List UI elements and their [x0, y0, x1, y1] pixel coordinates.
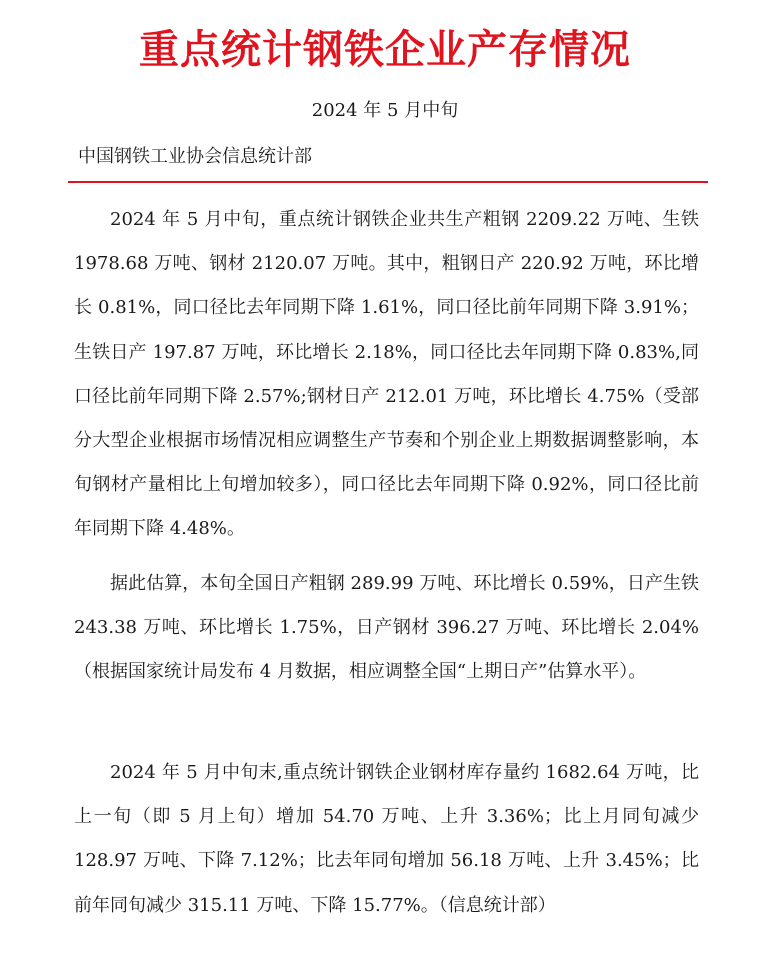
national-estimate-paragraph: 据此估算，本旬全国日产粗钢 289.99 万吨、环比增长 0.59%，日产生铁 243.38 万吨、环比增长 1.75%，日产钢材 396.27 万吨、环比增长 2.04%（根据国家统计局发布 4 月数据，相应调整全国“上期日产”估算水平）。 — [74, 573, 699, 683]
inventory-paragraph: 2024 年 5 月中旬末,重点统计钢铁企业钢材库存量约 1682.64 万吨，比上一旬（即 5 月上旬）增加 54.70 万吨、上升 3.36%；比上月同旬减少 128.97 万吨、下降 7.12%；比去年同旬增加 56.18 万吨、上升 3.45%；比前年同旬减少 315.11 万吨、下降 15.77%。（信息统计部） — [74, 762, 699, 916]
report-period: 2024 年 5 月中旬 — [311, 100, 459, 121]
issuing-organization: 中国钢铁工业协会信息统计部 — [78, 146, 312, 167]
document-title: 重点统计钢铁企业产存情况 — [139, 27, 631, 73]
production-paragraph: 2024 年 5 月中旬，重点统计钢铁企业共生产粗钢 2209.22 万吨、生铁 1978.68 万吨、钢材 2120.07 万吨。其中，粗钢日产 220.92 万吨，环比增长 0.81%，同口径比去年同期下降 1.61%，同口径比前年同期下降 3.91%；生铁日产 197.87 万吨，环比增长 2.18%，同口径比去年同期下降 0.83%,同口径比前年同期下降 2.57%;钢材日产 212.01 万吨，环比增长 4.75%（受部分大型企业根据市场情况相应调整生产节奏和个别企业上期数据调整影响，本旬钢材产量相比上旬增加较多），同口径比去年同期下降 0.92%，同口径比前年同期下降 4.48%。 — [74, 209, 699, 540]
header-divider — [68, 181, 708, 183]
